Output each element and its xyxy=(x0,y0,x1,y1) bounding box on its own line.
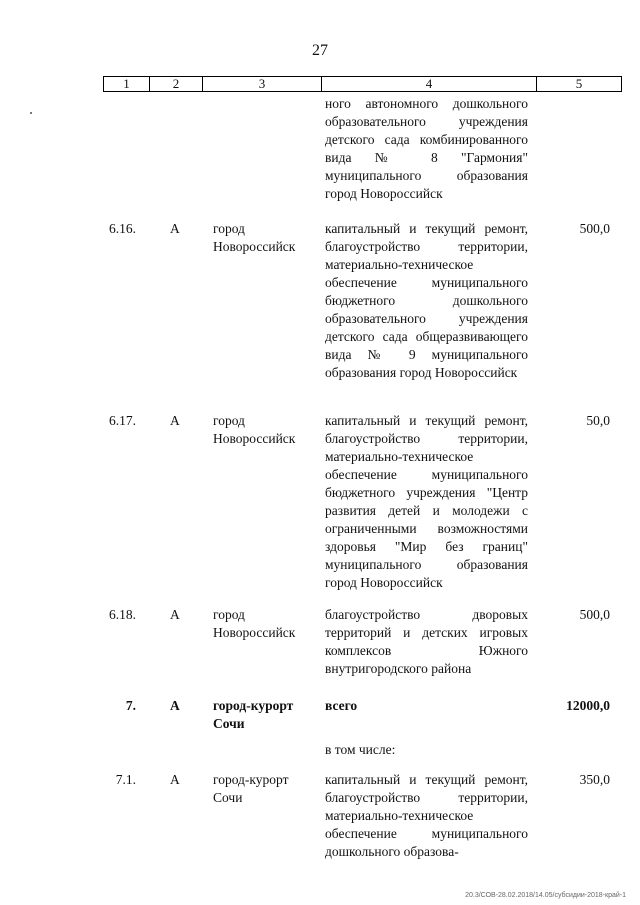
row-number: 6.18. xyxy=(109,607,136,622)
row-amount: 12000,0 xyxy=(566,698,610,713)
row-letter: А xyxy=(170,772,180,787)
row-number: 7.1. xyxy=(115,772,136,787)
header-col-3: 3 xyxy=(203,77,322,92)
scan-speck xyxy=(30,112,32,114)
row-description: благоустройство дворовых территорий и детских игровых комплексов Южного внутригородского района xyxy=(325,607,528,676)
row-description: капитальный и текущий ремонт, благоустройство территории, материально-техническое обеспечение муниципального бюджетного дошкольного образовательного учреждения детского сада общеразвивающего вида № 9 муниципального образования город Новороссийск xyxy=(325,221,528,380)
row-letter: А xyxy=(170,607,180,622)
row-territory: город Новороссийск xyxy=(213,607,296,640)
row-number: 7. xyxy=(125,698,136,713)
row-letter: А xyxy=(170,413,180,428)
row-description: капитальный и текущий ремонт, благоустройство территории, материально-техническое обеспечение муниципального бюджетного учреждения "Центр развития детей и молодежи с ограниченными возможностями здоровья "Мир без границ" муниципального образования город Новороссийск xyxy=(325,413,528,590)
page-number: 27 xyxy=(312,42,328,59)
header-col-1: 1 xyxy=(104,77,150,92)
footer-file-stamp: 20.3/СОВ-28.02.2018/14.05/субсидии-2018-край-1 xyxy=(465,892,626,899)
row-amount: 500,0 xyxy=(579,221,610,236)
header-col-2: 2 xyxy=(150,77,203,92)
row-number: 6.17. xyxy=(109,413,136,428)
row-number: 6.16. xyxy=(109,221,136,236)
row-territory: город-курорт Сочи xyxy=(213,698,294,731)
row-description: в том числе: xyxy=(325,742,396,757)
row-letter: А xyxy=(170,698,180,713)
row-description: всего xyxy=(325,698,358,713)
row-letter: А xyxy=(170,221,180,236)
continuation-description: ного автономного дошкольного образовательного учреждения детского сада комбинированного вида № 8 "Гармония" муниципального образования город Новороссийск xyxy=(325,96,528,201)
row-amount: 350,0 xyxy=(579,772,610,787)
header-col-5: 5 xyxy=(537,77,622,92)
row-territory: город-курорт Сочи xyxy=(213,772,289,805)
row-amount: 50,0 xyxy=(586,413,610,428)
row-territory: город Новороссийск xyxy=(213,221,296,254)
row-amount: 500,0 xyxy=(579,607,610,622)
row-description: капитальный и текущий ремонт, благоустройство территории, материально-техническое обеспечение муниципального дошкольного образова- xyxy=(325,772,528,859)
row-territory: город Новороссийск xyxy=(213,413,296,446)
header-col-4: 4 xyxy=(322,77,537,92)
column-number-header xyxy=(103,76,622,92)
